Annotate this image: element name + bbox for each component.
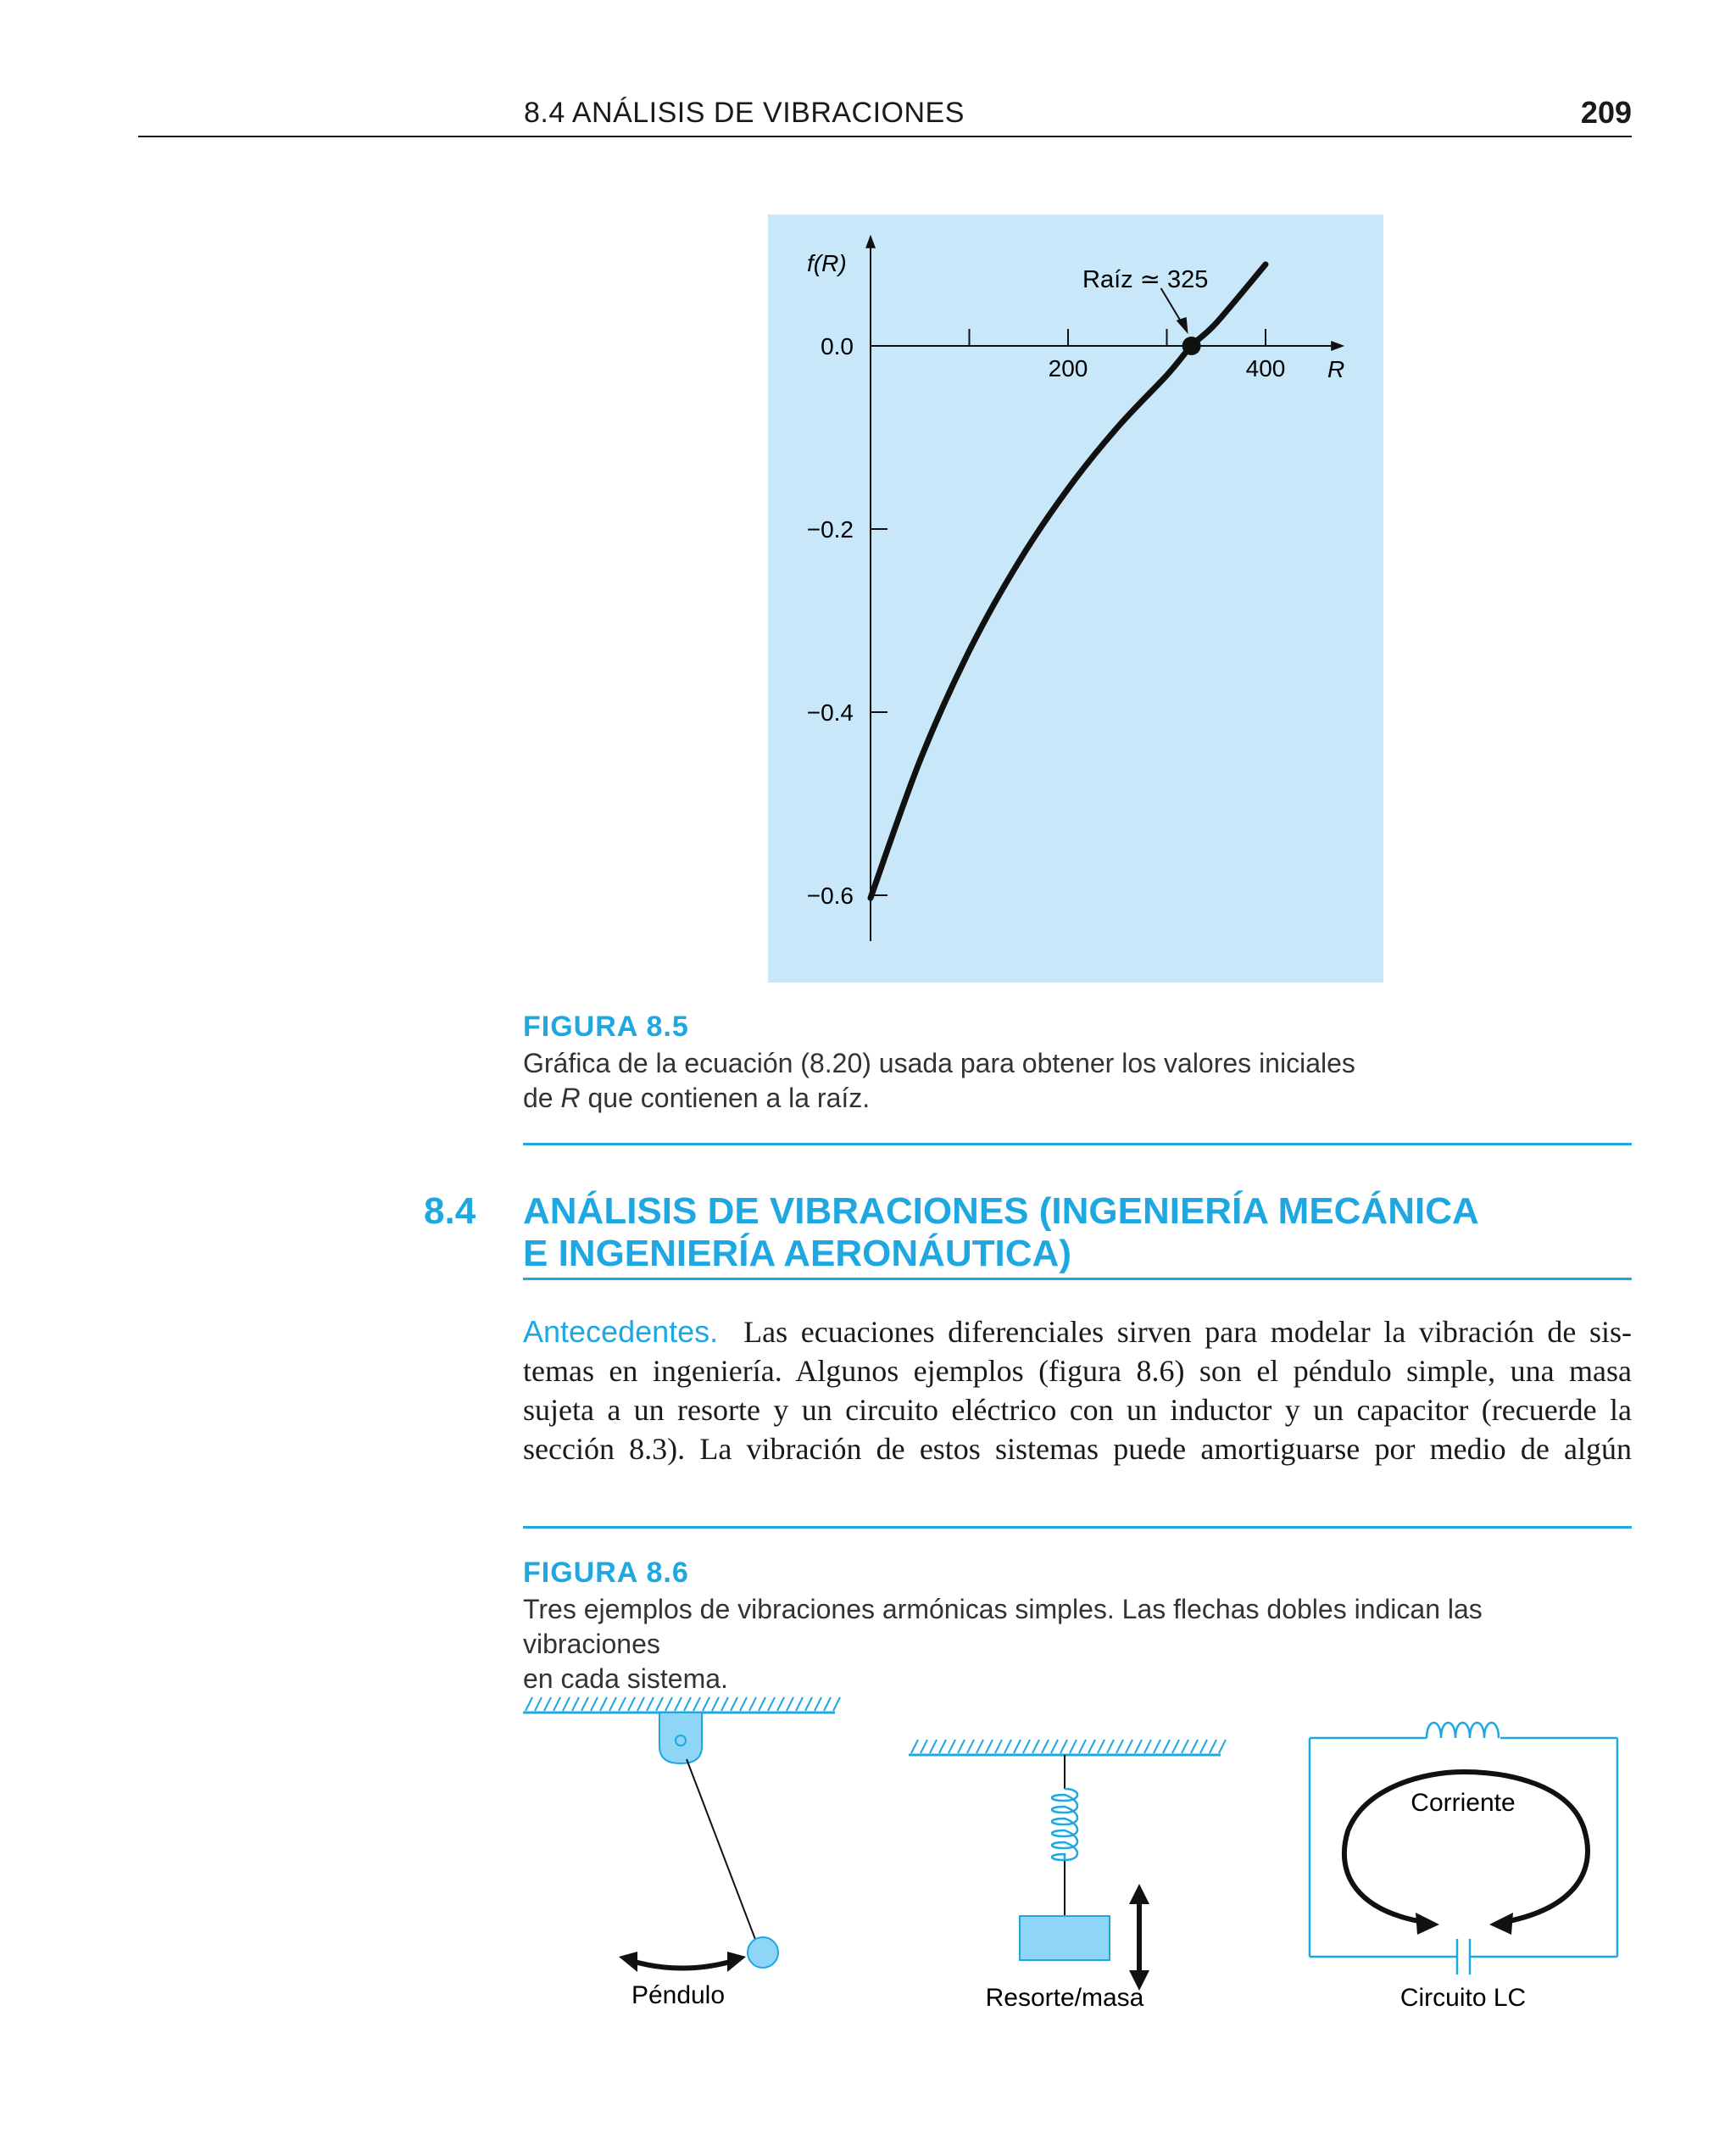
figure-8-6-top-rule bbox=[523, 1526, 1632, 1529]
figure-8-6-caption bbox=[523, 1592, 1625, 1696]
y-tick-label: −0.4 bbox=[806, 699, 854, 726]
figure-8-6-diagrams bbox=[509, 1687, 1644, 2026]
figure-8-5-caption-line2 bbox=[523, 1081, 1625, 1116]
root-point bbox=[1182, 337, 1201, 355]
spring-ceiling-hatch bbox=[911, 1740, 1226, 1753]
x-axis-label: R bbox=[1327, 356, 1345, 382]
figure-8-6-label: FIGURA 8.6 bbox=[523, 1557, 689, 1589]
caption-variable: R bbox=[560, 1083, 581, 1113]
figure-8-5-caption-line1: Gráfica de la ecuación (8.20) usada para obtener los valores iniciales bbox=[523, 1048, 1355, 1078]
body-text: Las ecuaciones diferenciales sirven para modelar la vibración de sis- bbox=[743, 1315, 1632, 1349]
figure-8-5-label: FIGURA 8.5 bbox=[523, 1011, 689, 1043]
spring-arrowhead-up bbox=[1129, 1884, 1149, 1904]
y-tick-label: −0.6 bbox=[806, 883, 854, 909]
spring-mass-block bbox=[1020, 1916, 1110, 1960]
spring-mass-diagram bbox=[909, 1740, 1226, 2012]
section-title-line2: E INGENIERÍA AERONÁUTICA) bbox=[523, 1233, 1071, 1274]
pendulum-arrowhead-right bbox=[727, 1952, 746, 1972]
section-top-rule bbox=[523, 1143, 1632, 1145]
pendulum-label: Péndulo bbox=[631, 1981, 726, 2009]
pendulum-ceiling-hatch bbox=[526, 1697, 840, 1711]
figure-8-6-caption-line2: en cada sistema. bbox=[523, 1663, 728, 1694]
pendulum-rod bbox=[687, 1759, 756, 1941]
body-line-3: sujeta a un resorte y un circuito eléctrico con un inductor y un capacitor (recuerde la bbox=[523, 1393, 1632, 1427]
section-number: 8.4 bbox=[424, 1190, 476, 1232]
section-title bbox=[523, 1190, 1479, 1275]
current-arrowhead-left bbox=[1416, 1913, 1439, 1935]
figure-8-5-caption bbox=[523, 1046, 1625, 1116]
body-line-4: sección 8.3). La vibración de estos sistemas puede amortiguarse por medio de algún bbox=[523, 1432, 1632, 1466]
body-paragraph bbox=[523, 1312, 1632, 1468]
pendulum-pivot bbox=[659, 1713, 702, 1763]
running-head: 8.4 ANÁLISIS DE VIBRACIONES bbox=[524, 97, 965, 129]
y-tick-label: 0.0 bbox=[821, 333, 854, 359]
chart-background bbox=[768, 214, 1383, 983]
y-axis-label: f(R) bbox=[807, 250, 847, 276]
x-tick-label: 200 bbox=[1048, 355, 1088, 382]
lc-circuit-diagram bbox=[1310, 1723, 1617, 2012]
body-line-1 bbox=[523, 1312, 1632, 1351]
paragraph-lead: Antecedentes. bbox=[523, 1314, 719, 1349]
pendulum-bob bbox=[748, 1937, 778, 1968]
circuit-label: Circuito LC bbox=[1399, 1984, 1527, 2012]
pendulum-diagram bbox=[523, 1697, 840, 2009]
spring-coil bbox=[1052, 1789, 1077, 1861]
pendulum-arrowhead-left bbox=[619, 1952, 637, 1972]
caption-text: que contienen a la raíz. bbox=[580, 1083, 871, 1113]
pendulum-swing-arrow bbox=[632, 1961, 733, 1969]
current-label: Corriente bbox=[1410, 1789, 1516, 1817]
inductor-coil bbox=[1427, 1723, 1499, 1738]
header-rule bbox=[138, 136, 1632, 137]
current-arrowhead-right bbox=[1489, 1913, 1513, 1935]
root-annotation: Raíz ≃ 325 bbox=[1082, 266, 1209, 293]
x-tick-label: 400 bbox=[1245, 355, 1286, 382]
caption-text: de bbox=[523, 1083, 561, 1113]
y-tick-label: −0.2 bbox=[806, 516, 854, 543]
body-line-2: temas en ingeniería. Algunos ejemplos (figura 8.6) son el péndulo simple, una masa bbox=[523, 1354, 1632, 1388]
spring-label: Resorte/masa bbox=[985, 1984, 1144, 2012]
figure-8-5-chart bbox=[768, 214, 1383, 983]
page-number: 209 bbox=[1580, 95, 1632, 130]
figure-8-6-caption-line1: Tres ejemplos de vibraciones armónicas simples. Las flechas dobles indican las vibraciones bbox=[523, 1594, 1483, 1659]
section-title-line1: ANÁLISIS DE VIBRACIONES (INGENIERÍA MECÁNICA bbox=[523, 1190, 1479, 1232]
section-bottom-rule bbox=[523, 1278, 1632, 1280]
